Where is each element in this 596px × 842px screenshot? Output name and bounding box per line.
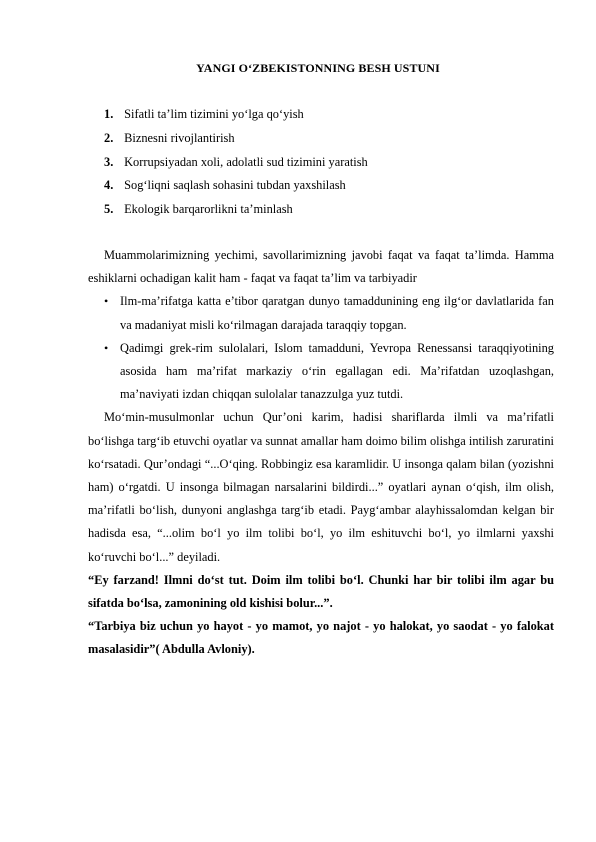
bullet-list	[88, 290, 554, 406]
numbered-list-item	[104, 131, 368, 155]
bullet-icon: •	[104, 294, 109, 309]
numbered-list-item	[104, 155, 368, 179]
list-number: 3.	[104, 154, 114, 169]
list-item-text: Sog‘liqni saqlash sohasini tubdan yaxshilash	[124, 178, 346, 193]
quote-paragraph: “Ey farzand! Ilmni do‘st tut. Doim ilm tolibi bo‘l. Chunki har bir tolibi ilm agar bu sifatda bo‘lsa, zamonining old kishisi bolur...”.	[88, 572, 554, 611]
list-item-text: Biznesni rivojlantirish	[124, 130, 235, 145]
bullet-icon: •	[104, 340, 109, 355]
bullet-text: Qadimgi grek-rim sulolalari, Islom tamadduni, Yevropa Renessansi taraqqiyotining asosida ham ma’rifat markaziy o‘rin egallagan edi. Ma’rifatdan uzoqlashgan, ma’naviyati izdan chiqqan sulolalar tanazzulga yuz tutdi.	[120, 340, 554, 402]
list-item-text: Ekologik barqarorlikni ta’minlash	[124, 202, 293, 217]
list-number: 1.	[104, 107, 114, 121]
body-text	[88, 244, 554, 662]
list-item-text: Korrupsiyadan xoli, adolatli sud tizimini yaratish	[124, 154, 368, 169]
quote-paragraph: “Tarbiya biz uchun yo hayot - yo mamot, yo najot - yo halokat, yo saodat - yo falokat masalasidir”( Abdulla Avloniy).	[88, 619, 554, 657]
document-title: YANGI O‘ZBEKISTONNING BESH USTUNI	[196, 61, 440, 75]
list-number: 4.	[104, 178, 114, 193]
list-item-text: Sifatli ta’lim tizimini yo‘lga qo‘yish	[124, 107, 304, 121]
bullet-list-item	[88, 290, 554, 336]
intro-paragraph: Muammolarimizning yechimi, savollarimizning javobi faqat va faqat ta’limda. Hamma eshiklarni ochadigan kalit ham - faqat va faqat ta’lim va tarbiyadir	[88, 248, 554, 286]
main-paragraph: Mo‘min-musulmonlar uchun Qur’oni karim, hadisi shariflarda ilmli va ma’rifatli bo‘lishga targ‘ib etuvchi oyatlar va sunnat amallar ham doimo bilim olishga intilish zaruratini ko‘rsatadi. Qur’ondagi “...O‘qing. Robbingiz esa karamlidir. U insonga qalam bilan (yozishni ham) o‘rgatdi. U insonga bilmagan narsalarini bildirdi...” oyatlari aynan o‘qish, ilm olish, ma’rifatli bo‘lish, dunyoni anglashga targ‘ib etadi. Payg‘ambar alayhissalomdan kelgan bir hadisda esa, “...olim bo‘l yo ilm tolibi bo‘l, yo ilm eshituvchi bo‘l, yo ilmlarni yaxshi ko‘ruvchi bo‘l...” deyiladi.	[88, 410, 554, 564]
numbered-list-item	[104, 178, 368, 202]
numbered-list-item	[104, 107, 368, 131]
bullet-list-item	[88, 337, 554, 407]
bullet-text: Ilm-ma’rifatga katta e’tibor qaratgan dunyo tamaddunining eng ilg‘or davlatlarida fan va madaniyat misli ko‘rilmagan darajada taraqqiy topgan.	[120, 294, 554, 332]
list-number: 2.	[104, 130, 114, 145]
numbered-list-item	[104, 202, 368, 226]
list-number: 5.	[104, 202, 114, 217]
numbered-list	[104, 107, 368, 226]
